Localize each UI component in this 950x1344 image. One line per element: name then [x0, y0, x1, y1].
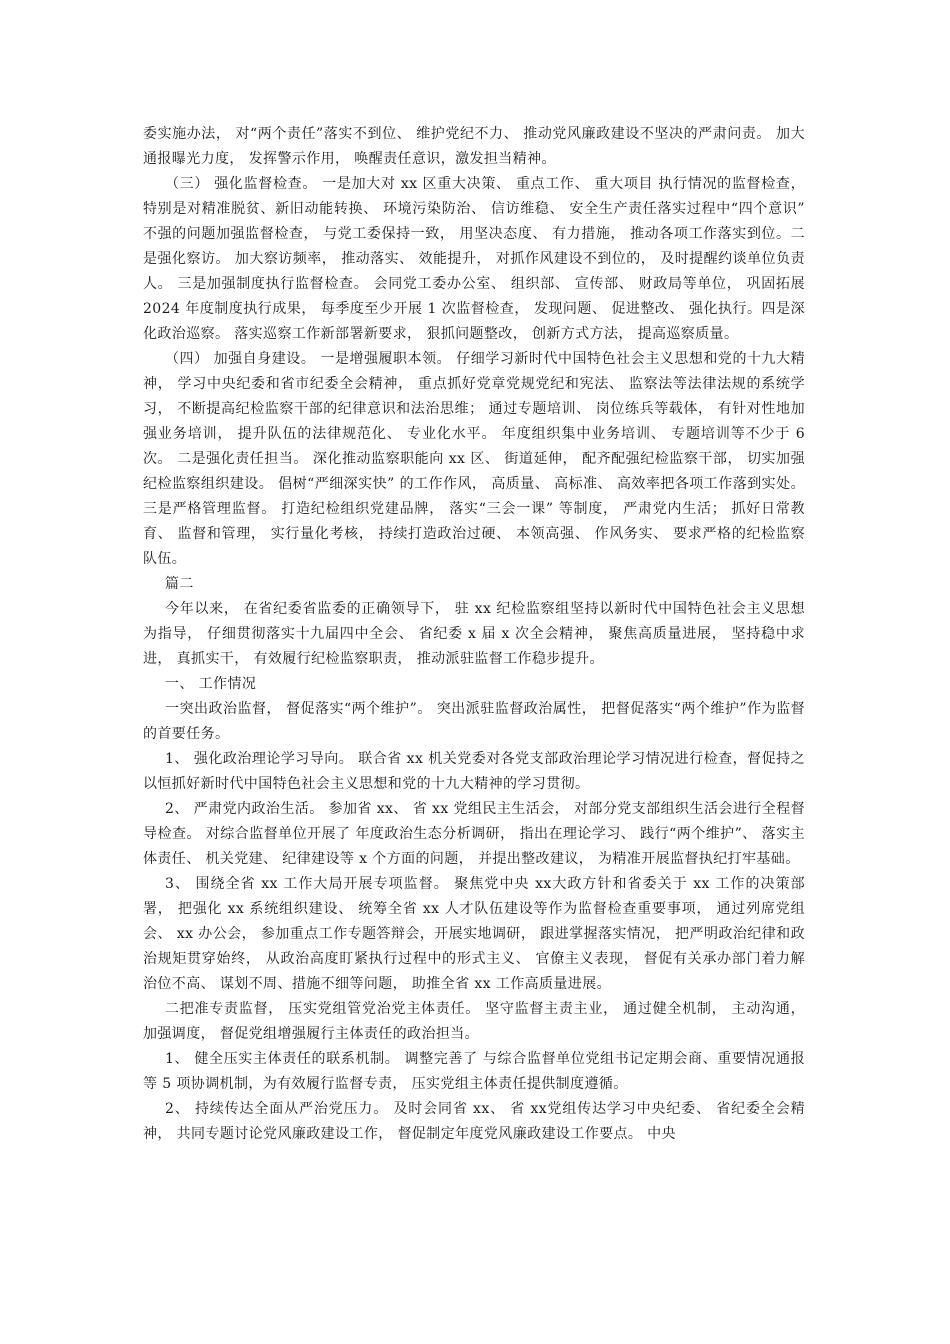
paragraph-item-3: 3、 围绕全省 xx 工作大局开展专项监督。 聚焦党中央 xx大政方针和省委关于 xx 工作的决策部署， 把强化 xx 系统组织建设、 统筹全省 xx 人才队伍建设等作为监督检查重要事项， 通过列席党组会、 xx 办公会， 参加重点工作专题答辩会，开展实地调研， 跟进掌握落实情况， 把严明政治纪律和政治规矩贯穿始终， 从政治高度盯紧执行过程中的形式主义、 官僚主义表现， 督促有关承办部门着力解治位不高、 谋划不周、措施不细等问题， 助推全省 xx 工作高质量进展。 [143, 876, 805, 992]
paragraph-item-1b: 1、 健全压实主体责任的联系机制。 调整完善了 与综合监督单位党组书记定期会商、重要情况通报等 5 项协调机制，为有效履行监督专责， 压实党组主体责任提供制度遵循。 [143, 1051, 805, 1092]
paragraph-political-supervision: 一突出政治监督， 督促落实“两个维护”。 突出派驻监督政治属性， 把督促落实“两个维护”作为监督的首要任务。 [143, 701, 805, 742]
paragraph-continuation: 委实施办法， 对“两个责任”落实不到位、 维护党纪不力、 推动党风廉政建设不坚决的严肃问责。 加大通报曝光力度， 发挥警示作用， 唤醒责任意识，激发担当精神。 [143, 126, 805, 167]
paragraph-section-four: （四） 加强自身建设。 一是增强履职本领。 仔细学习新时代中国特色社会主义思想和党的十九大精神， 学习中央纪委和省市纪委全会精神， 重点抓好党章党规党纪和宪法、 监察法等法律法规的系统学习， 不断提高纪检监察干部的纪律意识和法治思维； 通过专题培训、 岗位练兵等载体， 有针对性地加强业务培训， 提升队伍的法律规范化、 专业化水平。 年度组织集中业务培训、 专题培训等不少于 6 次。 二是强化责任担当。 深化推动监察职能向 xx 区、 街道延伸， 配齐配强纪检监察干部， 切实加强纪检监察组织建设。 倡树“严细深实快” 的工作作风， 高质量、 高标准、 高效率把各项工作落到实处。 三是严格管理监督。 打造纪检组织党建品牌， 落实“三会一课” 等制度， 严肃党内生活； 抓好日常教育、 监督和管理， 实行量化考核， 持续打造政治过硬、 本领高强、 作风务实、 要求严格的纪检监察队伍。 [143, 351, 805, 567]
paragraph-intro: 今年以来， 在省纪委省监委的正确领导下， 驻 xx 纪检监察组坚持以新时代中国特色社会主义思想为指导， 仔细贯彻落实十九届四中全会、 省纪委 x 届 x 次全会精神， 聚焦高质量进展， 坚持稳中求进， 真抓实干， 有效履行纪检监察职责， 推动派驻监督工作稳步提升。 [143, 601, 805, 667]
paragraph-item-2: 2、 严肃党内政治生活。 参加省 xx、 省 xx 党组民主生活会， 对部分党支部组织生活会进行全程督导检查。 对综合监督单位开展了 年度政治生态分析调研， 指出在理论学习、 践行“两个维护”、 落实主体责任、 机关党建、 纪律建设等 x 个方面的问题， 并提出整改建议， 为精准开展监督执纪打牢基础。 [143, 801, 805, 867]
work-status-heading: 一、 工作情况 [165, 676, 257, 692]
paragraph-section-three: （三） 强化监督检查。 一是加大对 xx 区重大决策、 重点工作、 重大项目 执行情况的监督检查， 特别是对精准脱贫、新旧动能转换、 环境污染防治、 信访维稳、 安全生产责任落实过程中“四个意识” 不强的问题加强监督检查， 与党工委保持一致， 用坚决态度、 有力措施， 推动各项工作落实到位。二是强化察访。 加大察访频率， 推动落实、 效能提升， 对抓作风建设不到位的， 及时提醒约谈单位负责人。 三是加强制度执行监督检查。 会同党工委办公室、 组织部、 宣传部、 财政局等单位， 巩固拓展 2024 年度制度执行成果， 每季度至少开展 1 次监督检查， 发现问题、 促进整改、 强化执行。四是深化政治巡察。 落实巡察工作新部署新要求， 狠抓问题整改， 创新方式方法， 提高巡察质量。 [143, 176, 805, 342]
part-two-heading: 篇二 [165, 576, 194, 592]
paragraph-item-2b: 2、 持续传达全面从严治党压力。 及时会同省 xx、 省 xx党组传达学习中央纪委、 省纪委全会精神， 共同专题讨论党风廉政建设工作， 督促制定年度党风廉政建设工作要点。 中央 [143, 1101, 805, 1142]
paragraph-special-supervision: 二把准专责监督， 压实党组管党治党主体责任。 坚守监督主责主业， 通过健全机制， 主动沟通， 加强调度， 督促党组增强履行主体责任的政治担当。 [143, 1001, 805, 1042]
document-body [143, 122, 805, 1147]
paragraph-item-1: 1、 强化政治理论学习导向。 联合省 xx 机关党委对各党支部政治理论学习情况进行检查，督促持之以恒抓好新时代中国特色社会主义思想和党的十九大精神的学习贯彻。 [143, 751, 805, 792]
